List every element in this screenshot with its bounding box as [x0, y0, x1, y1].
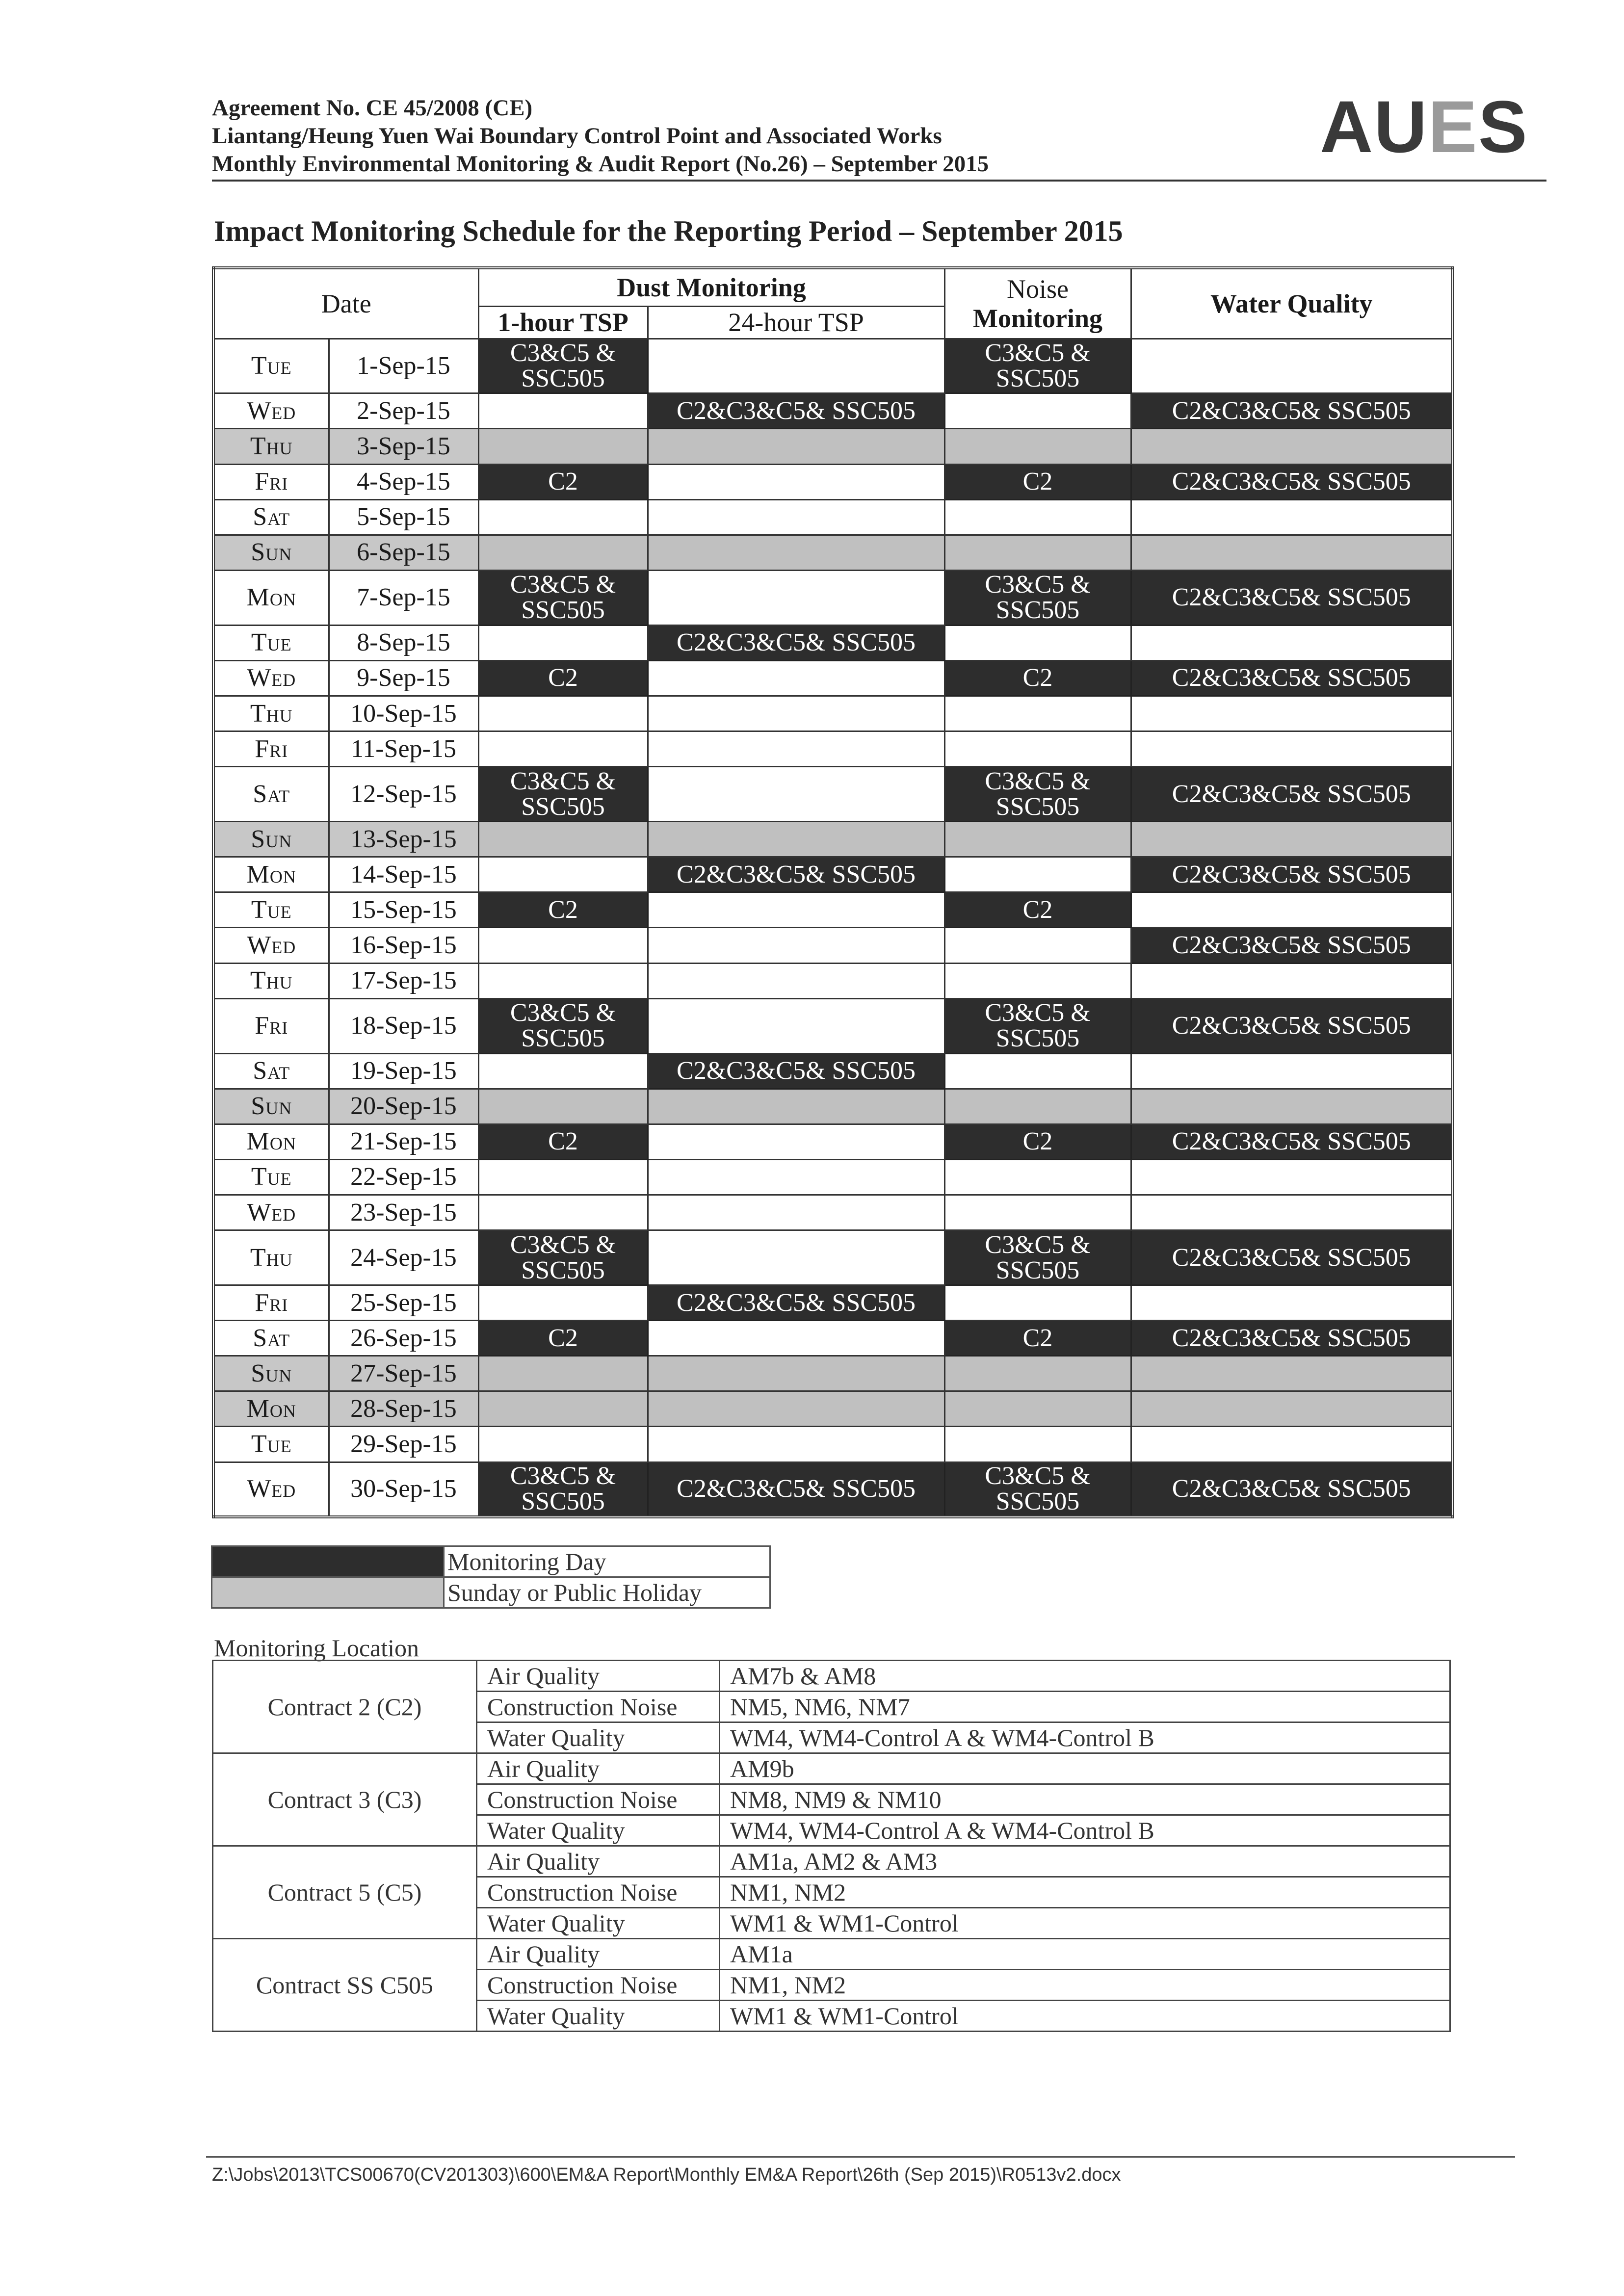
water-cell	[1131, 731, 1453, 767]
schedule-row	[213, 963, 1453, 998]
date-cell: 4-Sep-15	[329, 464, 478, 499]
monitoring-stations: NM1, NM2	[720, 1877, 1450, 1908]
date-cell: 30-Sep-15	[329, 1462, 478, 1517]
legend-monitoring-label: Monitoring Day	[444, 1546, 770, 1577]
contract-name: Contract 5 (C5)	[213, 1846, 477, 1939]
noise-cell	[944, 1195, 1131, 1230]
monitoring-stations: WM4, WM4-Control A & WM4-Control B	[720, 1722, 1450, 1753]
date-cell: 11-Sep-15	[329, 731, 478, 767]
schedule-row	[213, 1321, 1453, 1356]
day-cell: Tue	[213, 1427, 329, 1462]
tsp24-cell	[648, 1159, 944, 1195]
tsp1-cell	[478, 1427, 648, 1462]
header-noise-monitoring: Noise Monitoring	[944, 268, 1131, 339]
legend-holiday-label: Sunday or Public Holiday	[444, 1577, 770, 1608]
date-cell: 16-Sep-15	[329, 928, 478, 963]
day-cell: Sat	[213, 1321, 329, 1356]
schedule-row	[213, 464, 1453, 499]
legend	[211, 1545, 771, 1609]
water-cell	[1131, 535, 1453, 570]
tsp24-cell	[648, 892, 944, 928]
day-cell: Fri	[213, 731, 329, 767]
footer-divider	[206, 2156, 1515, 2158]
tsp24-cell	[648, 1391, 944, 1427]
water-cell: C2&C3&C5& SSC505	[1131, 857, 1453, 892]
noise-cell	[944, 1391, 1131, 1427]
monitoring-stations: AM1a, AM2 & AM3	[720, 1846, 1450, 1877]
monitoring-stations: NM5, NM6, NM7	[720, 1692, 1450, 1722]
location-row	[213, 1939, 1450, 1970]
day-cell: Sat	[213, 1053, 329, 1089]
tsp24-cell	[648, 499, 944, 535]
tsp1-cell	[478, 1391, 648, 1427]
schedule-row	[213, 1089, 1453, 1124]
schedule-row	[213, 892, 1453, 928]
day-cell: Wed	[213, 393, 329, 429]
date-cell: 1-Sep-15	[329, 339, 478, 393]
water-cell: C2&C3&C5& SSC505	[1131, 1230, 1453, 1285]
tsp1-cell	[478, 1195, 648, 1230]
date-cell: 25-Sep-15	[329, 1285, 478, 1320]
monitoring-stations: NM1, NM2	[720, 1970, 1450, 2001]
tsp1-cell	[478, 857, 648, 892]
day-cell: Tue	[213, 1159, 329, 1195]
day-cell: Wed	[213, 1462, 329, 1517]
monitoring-stations: AM7b & AM8	[720, 1661, 1450, 1692]
monitoring-stations: NM8, NM9 & NM10	[720, 1784, 1450, 1815]
date-cell: 28-Sep-15	[329, 1391, 478, 1427]
water-cell	[1131, 1391, 1453, 1427]
monitoring-type: Construction Noise	[477, 1877, 720, 1908]
date-cell: 6-Sep-15	[329, 535, 478, 570]
date-cell: 21-Sep-15	[329, 1124, 478, 1159]
noise-cell	[944, 857, 1131, 892]
water-cell	[1131, 1427, 1453, 1462]
water-cell: C2&C3&C5& SSC505	[1131, 393, 1453, 429]
report-name: Monthly Environmental Monitoring & Audit Report (No.26) – September 2015	[212, 151, 989, 177]
tsp1-cell	[478, 535, 648, 570]
monitoring-type: Air Quality	[477, 1753, 720, 1784]
project-name: Liantang/Heung Yuen Wai Boundary Control Point and Associated Works	[212, 123, 942, 149]
schedule-row	[213, 570, 1453, 625]
date-cell: 2-Sep-15	[329, 393, 478, 429]
monitoring-type: Construction Noise	[477, 1784, 720, 1815]
tsp24-cell	[648, 535, 944, 570]
monitoring-type: Air Quality	[477, 1846, 720, 1877]
day-cell: Sat	[213, 499, 329, 535]
tsp24-cell	[648, 928, 944, 963]
noise-cell: C3&C5 & SSC505	[944, 998, 1131, 1053]
schedule-row	[213, 928, 1453, 963]
contract-name: Contract 2 (C2)	[213, 1661, 477, 1753]
tsp24-cell	[648, 1124, 944, 1159]
tsp1-cell: C2	[478, 892, 648, 928]
legend-monitoring-swatch	[212, 1546, 444, 1577]
water-cell: C2&C3&C5& SSC505	[1131, 1321, 1453, 1356]
location-row	[213, 1753, 1450, 1784]
day-cell: Thu	[213, 1230, 329, 1285]
noise-cell: C2	[944, 1124, 1131, 1159]
water-cell: C2&C3&C5& SSC505	[1131, 570, 1453, 625]
tsp24-cell: C2&C3&C5& SSC505	[648, 393, 944, 429]
header-date: Date	[213, 268, 478, 339]
noise-cell: C3&C5 & SSC505	[944, 767, 1131, 822]
date-cell: 9-Sep-15	[329, 660, 478, 696]
date-cell: 26-Sep-15	[329, 1321, 478, 1356]
tsp1-cell	[478, 429, 648, 464]
tsp1-cell: C2	[478, 1321, 648, 1356]
water-cell	[1131, 339, 1453, 393]
tsp24-cell	[648, 998, 944, 1053]
water-cell: C2&C3&C5& SSC505	[1131, 928, 1453, 963]
water-cell: C2&C3&C5& SSC505	[1131, 660, 1453, 696]
day-cell: Mon	[213, 1124, 329, 1159]
tsp1-cell	[478, 731, 648, 767]
date-cell: 12-Sep-15	[329, 767, 478, 822]
noise-cell	[944, 822, 1131, 857]
date-cell: 20-Sep-15	[329, 1089, 478, 1124]
day-cell: Tue	[213, 339, 329, 393]
tsp24-cell	[648, 1427, 944, 1462]
water-cell	[1131, 1356, 1453, 1391]
contract-name: Contract SS C505	[213, 1939, 477, 2032]
schedule-row	[213, 339, 1453, 393]
tsp1-cell	[478, 1356, 648, 1391]
header-dust-monitoring: Dust Monitoring	[478, 268, 944, 306]
date-cell: 7-Sep-15	[329, 570, 478, 625]
tsp24-cell	[648, 464, 944, 499]
monitoring-type: Air Quality	[477, 1661, 720, 1692]
tsp1-cell: C3&C5 & SSC505	[478, 1462, 648, 1517]
date-cell: 15-Sep-15	[329, 892, 478, 928]
tsp24-cell	[648, 660, 944, 696]
noise-cell: C3&C5 & SSC505	[944, 570, 1131, 625]
tsp1-cell	[478, 963, 648, 998]
schedule-row	[213, 1391, 1453, 1427]
water-cell: C2&C3&C5& SSC505	[1131, 464, 1453, 499]
day-cell: Sat	[213, 767, 329, 822]
water-cell: C2&C3&C5& SSC505	[1131, 1462, 1453, 1517]
day-cell: Fri	[213, 464, 329, 499]
water-cell: C2&C3&C5& SSC505	[1131, 1124, 1453, 1159]
tsp1-cell	[478, 1159, 648, 1195]
day-cell: Sun	[213, 1089, 329, 1124]
noise-cell: C3&C5 & SSC505	[944, 339, 1131, 393]
monitoring-type: Construction Noise	[477, 1692, 720, 1722]
tsp24-cell	[648, 429, 944, 464]
schedule-row	[213, 1285, 1453, 1320]
date-cell: 3-Sep-15	[329, 429, 478, 464]
monitoring-type: Water Quality	[477, 1815, 720, 1846]
monitoring-stations: WM1 & WM1-Control	[720, 1908, 1450, 1939]
monitoring-stations: AM1a	[720, 1939, 1450, 1970]
date-cell: 18-Sep-15	[329, 998, 478, 1053]
day-cell: Fri	[213, 998, 329, 1053]
schedule-row	[213, 1159, 1453, 1195]
monitoring-stations: WM4, WM4-Control A & WM4-Control B	[720, 1815, 1450, 1846]
noise-cell: C2	[944, 660, 1131, 696]
monitoring-schedule-table	[212, 266, 1454, 1518]
schedule-row	[213, 393, 1453, 429]
date-cell: 23-Sep-15	[329, 1195, 478, 1230]
tsp24-cell: C2&C3&C5& SSC505	[648, 857, 944, 892]
tsp24-cell: C2&C3&C5& SSC505	[648, 1053, 944, 1089]
aues-logo: AUES	[1320, 85, 1528, 168]
schedule-row	[213, 998, 1453, 1053]
tsp24-cell	[648, 731, 944, 767]
schedule-row	[213, 429, 1453, 464]
day-cell: Mon	[213, 857, 329, 892]
water-cell: C2&C3&C5& SSC505	[1131, 767, 1453, 822]
date-cell: 22-Sep-15	[329, 1159, 478, 1195]
day-cell: Thu	[213, 696, 329, 731]
tsp1-cell: C3&C5 & SSC505	[478, 998, 648, 1053]
noise-cell: C3&C5 & SSC505	[944, 1462, 1131, 1517]
schedule-row	[213, 535, 1453, 570]
page-title: Impact Monitoring Schedule for the Reporting Period – September 2015	[214, 215, 1123, 247]
noise-cell	[944, 1089, 1131, 1124]
monitoring-type: Water Quality	[477, 1908, 720, 1939]
schedule-row	[213, 767, 1453, 822]
water-cell	[1131, 1089, 1453, 1124]
schedule-row	[213, 1230, 1453, 1285]
day-cell: Tue	[213, 625, 329, 660]
water-cell	[1131, 429, 1453, 464]
tsp24-cell	[648, 1230, 944, 1285]
schedule-row	[213, 1462, 1453, 1517]
schedule-row	[213, 1356, 1453, 1391]
monitoring-location-title: Monitoring Location	[214, 1634, 419, 1662]
schedule-row	[213, 857, 1453, 892]
noise-cell	[944, 1053, 1131, 1089]
date-cell: 29-Sep-15	[329, 1427, 478, 1462]
tsp1-cell: C2	[478, 660, 648, 696]
monitoring-location-table	[212, 1660, 1451, 2032]
noise-cell	[944, 696, 1131, 731]
noise-cell	[944, 1285, 1131, 1320]
location-row	[213, 1846, 1450, 1877]
noise-cell	[944, 1427, 1131, 1462]
water-cell: C2&C3&C5& SSC505	[1131, 998, 1453, 1053]
day-cell: Wed	[213, 1195, 329, 1230]
schedule-row	[213, 822, 1453, 857]
noise-cell	[944, 1356, 1131, 1391]
tsp24-cell	[648, 963, 944, 998]
date-cell: 13-Sep-15	[329, 822, 478, 857]
location-row	[213, 1661, 1450, 1692]
tsp1-cell	[478, 696, 648, 731]
day-cell: Sun	[213, 535, 329, 570]
noise-cell	[944, 393, 1131, 429]
header-1hour-tsp: 1-hour TSP	[478, 306, 648, 339]
tsp24-cell	[648, 339, 944, 393]
contract-name: Contract 3 (C3)	[213, 1753, 477, 1846]
tsp24-cell	[648, 1321, 944, 1356]
day-cell: Sun	[213, 822, 329, 857]
tsp1-cell	[478, 1053, 648, 1089]
tsp24-cell: C2&C3&C5& SSC505	[648, 1462, 944, 1517]
date-cell: 8-Sep-15	[329, 625, 478, 660]
noise-cell	[944, 535, 1131, 570]
tsp1-cell: C2	[478, 464, 648, 499]
date-cell: 14-Sep-15	[329, 857, 478, 892]
date-cell: 10-Sep-15	[329, 696, 478, 731]
tsp1-cell	[478, 625, 648, 660]
schedule-row	[213, 660, 1453, 696]
tsp24-cell	[648, 767, 944, 822]
day-cell: Thu	[213, 429, 329, 464]
date-cell: 24-Sep-15	[329, 1230, 478, 1285]
water-cell	[1131, 1053, 1453, 1089]
noise-cell	[944, 1159, 1131, 1195]
date-cell: 17-Sep-15	[329, 963, 478, 998]
tsp24-cell	[648, 822, 944, 857]
schedule-row	[213, 1195, 1453, 1230]
tsp24-cell	[648, 696, 944, 731]
tsp1-cell	[478, 499, 648, 535]
noise-cell: C2	[944, 892, 1131, 928]
date-cell: 27-Sep-15	[329, 1356, 478, 1391]
header-divider	[212, 180, 1546, 182]
schedule-row	[213, 625, 1453, 660]
water-cell	[1131, 1195, 1453, 1230]
schedule-row	[213, 696, 1453, 731]
day-cell: Mon	[213, 570, 329, 625]
monitoring-stations: WM1 & WM1-Control	[720, 2001, 1450, 2032]
monitoring-type: Air Quality	[477, 1939, 720, 1970]
noise-cell: C2	[944, 464, 1131, 499]
noise-cell	[944, 928, 1131, 963]
schedule-row	[213, 1053, 1453, 1089]
schedule-row	[213, 731, 1453, 767]
tsp24-cell	[648, 1089, 944, 1124]
tsp1-cell	[478, 393, 648, 429]
date-cell: 19-Sep-15	[329, 1053, 478, 1089]
monitoring-type: Water Quality	[477, 2001, 720, 2032]
water-cell	[1131, 892, 1453, 928]
water-cell	[1131, 822, 1453, 857]
header-water-quality: Water Quality	[1131, 268, 1453, 339]
tsp24-cell	[648, 1356, 944, 1391]
noise-cell	[944, 499, 1131, 535]
monitoring-type: Water Quality	[477, 1722, 720, 1753]
water-cell	[1131, 1159, 1453, 1195]
water-cell	[1131, 696, 1453, 731]
tsp24-cell	[648, 570, 944, 625]
monitoring-type: Construction Noise	[477, 1970, 720, 2001]
agreement-number: Agreement No. CE 45/2008 (CE)	[212, 95, 533, 121]
tsp1-cell	[478, 1285, 648, 1320]
legend-holiday-swatch	[212, 1577, 444, 1608]
tsp1-cell	[478, 822, 648, 857]
noise-cell	[944, 963, 1131, 998]
file-path: Z:\Jobs\2013\TCS00670(CV201303)\600\EM&A Report\Monthly EM&A Report\26th (Sep 2015)\R0513v2.docx	[212, 2165, 1121, 2185]
tsp24-cell	[648, 1195, 944, 1230]
tsp24-cell: C2&C3&C5& SSC505	[648, 1285, 944, 1320]
day-cell: Fri	[213, 1285, 329, 1320]
day-cell: Wed	[213, 660, 329, 696]
header-24hour-tsp: 24-hour TSP	[648, 306, 944, 339]
tsp24-cell: C2&C3&C5& SSC505	[648, 625, 944, 660]
tsp1-cell	[478, 928, 648, 963]
day-cell: Tue	[213, 892, 329, 928]
tsp1-cell: C3&C5 & SSC505	[478, 339, 648, 393]
water-cell	[1131, 1285, 1453, 1320]
tsp1-cell: C3&C5 & SSC505	[478, 1230, 648, 1285]
water-cell	[1131, 963, 1453, 998]
day-cell: Sun	[213, 1356, 329, 1391]
day-cell: Mon	[213, 1391, 329, 1427]
tsp1-cell: C2	[478, 1124, 648, 1159]
schedule-row	[213, 499, 1453, 535]
tsp1-cell	[478, 1089, 648, 1124]
noise-cell	[944, 625, 1131, 660]
noise-cell: C3&C5 & SSC505	[944, 1230, 1131, 1285]
schedule-row	[213, 1124, 1453, 1159]
noise-cell	[944, 429, 1131, 464]
noise-cell	[944, 731, 1131, 767]
noise-cell: C2	[944, 1321, 1131, 1356]
monitoring-stations: AM9b	[720, 1753, 1450, 1784]
day-cell: Thu	[213, 963, 329, 998]
tsp1-cell: C3&C5 & SSC505	[478, 570, 648, 625]
tsp1-cell: C3&C5 & SSC505	[478, 767, 648, 822]
date-cell: 5-Sep-15	[329, 499, 478, 535]
water-cell	[1131, 625, 1453, 660]
day-cell: Wed	[213, 928, 329, 963]
schedule-row	[213, 1427, 1453, 1462]
water-cell	[1131, 499, 1453, 535]
